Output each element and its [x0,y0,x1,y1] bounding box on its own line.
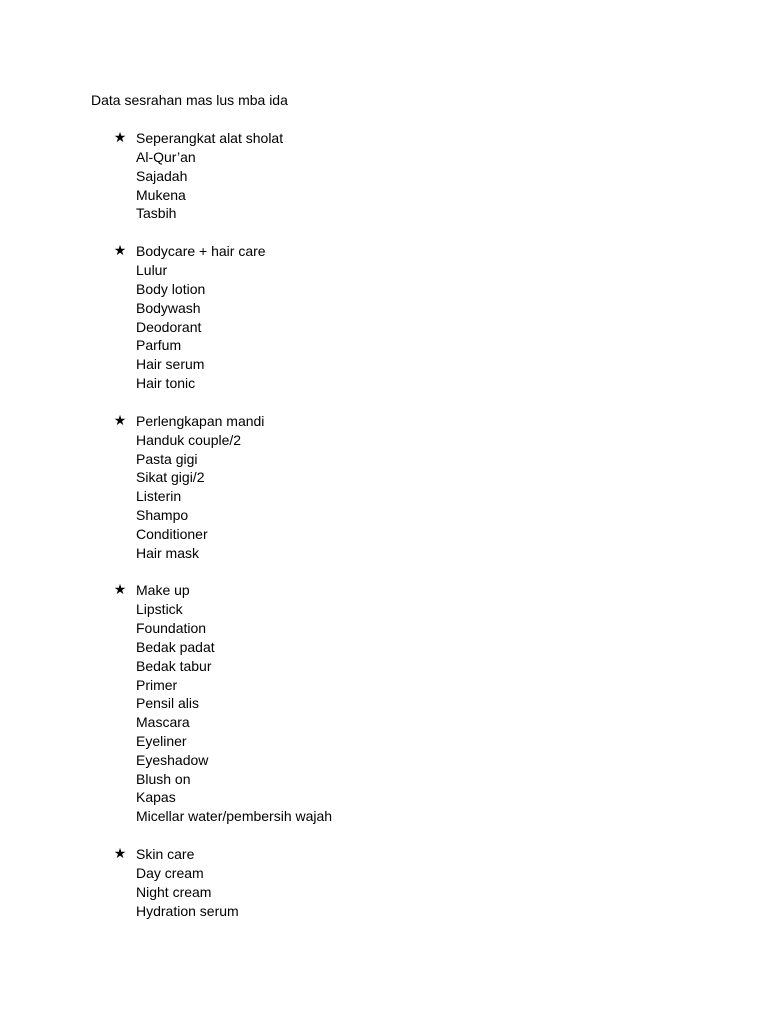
list-item: Shampo [136,506,189,523]
list-item: Sajadah [136,167,188,184]
section-heading-row [91,845,731,864]
item-list [91,431,731,563]
section-heading: Seperangkat alat sholat [136,130,284,146]
list-item: Day cream [136,864,204,881]
list-item: Eyeshadow [136,751,209,768]
section-heading: Skin care [136,845,195,862]
list-item: Mukena [136,186,186,203]
list-item: Foundation [136,620,207,637]
section [91,581,731,826]
section-heading-row [91,412,731,431]
list-item: Hair mask [136,544,200,561]
section-heading-row [91,129,731,148]
list-item: Lulur [136,262,168,279]
section-heading: Make up [136,582,190,599]
list-item: Blush on [136,770,191,787]
list-item: Bodywash [136,299,201,316]
list-item: Hair tonic [136,374,196,391]
list-item: Night cream [136,883,212,900]
list-item: Tasbih [136,205,177,222]
list-item: Listerin [136,488,182,505]
star-icon: ★ [113,412,127,429]
list-item: Kapas [136,789,176,806]
list-item: Micellar water/pembersih wajah [136,808,333,825]
document-title: Data sesrahan mas lus mba ida [91,92,288,108]
item-list [91,600,731,826]
section [91,242,731,393]
list-item: Hydration serum [136,902,239,919]
list-item: Conditioner [136,525,208,542]
section [91,412,731,563]
item-list [91,864,731,920]
item-list [91,261,731,393]
star-icon: ★ [113,582,127,599]
list-item: Deodorant [136,318,202,335]
list-item: Lipstick [136,601,183,618]
section-heading: Bodycare + hair care [136,243,266,260]
list-item: Sikat gigi/2 [136,469,205,486]
list-item: Body lotion [136,280,206,297]
list-item: Eyeliner [136,732,187,749]
item-list [91,148,731,223]
star-icon: ★ [113,243,127,260]
list-item: Hair serum [136,356,205,373]
list-item: Bedak tabur [136,657,212,674]
document-page [91,91,731,939]
section-heading: Perlengkapan mandi [136,412,265,429]
section-heading-row [91,242,731,261]
list-item: Parfum [136,337,182,354]
list-item: Mascara [136,714,190,731]
list-item: Bedak padat [136,638,215,655]
section-heading-row [91,581,731,600]
list-item: Primer [136,676,178,693]
section [91,129,731,223]
list-item: Al-Qur’an [136,149,196,165]
list-item: Handuk couple/2 [136,431,242,448]
section-list [91,129,731,920]
star-icon: ★ [113,130,127,146]
star-icon: ★ [113,845,127,862]
list-item: Pensil alis [136,695,200,712]
section [91,845,731,920]
list-item: Pasta gigi [136,450,198,467]
